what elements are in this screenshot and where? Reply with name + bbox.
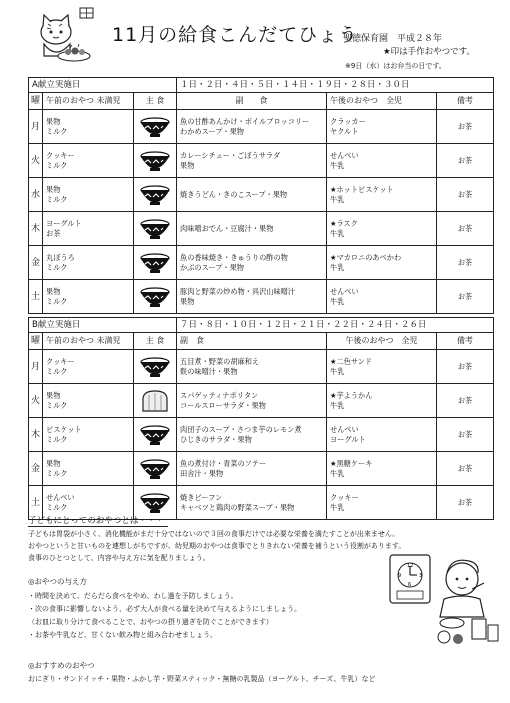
rice-bowl-icon [139, 286, 171, 308]
side-dish-cell-line: 五目煮・野菜の胡麻和え [180, 356, 260, 366]
am-snack-cell-line: 果物 [46, 286, 61, 296]
notes-cell: お茶 [437, 350, 494, 384]
col-header-am-snack: 午前のおやつ 未満児 [43, 333, 134, 350]
pm-snack-cell-line: 牛乳 [330, 468, 345, 478]
side-dish-cell [177, 384, 327, 418]
pm-snack-cell-line: ★マカロニのあべかわ [330, 252, 402, 262]
side-dish-cell [177, 178, 327, 212]
table-row [29, 452, 494, 486]
am-snack-cell [43, 144, 134, 178]
staple-cell [134, 212, 177, 246]
am-snack-cell-line: ミルク [46, 400, 68, 410]
table-b-label: B献立実施日 [29, 318, 177, 333]
clock-illustration [387, 553, 435, 608]
table-b-header-row [29, 318, 494, 333]
col-header-staple: 主 食 [134, 333, 177, 350]
side-dish-cell [177, 350, 327, 384]
day-cell: 土 [29, 486, 43, 520]
side-dish-cell-line: 麩の味噌汁・果物 [180, 366, 238, 376]
day-cell: 月 [29, 350, 43, 384]
side-dish-cell-line: 田舎汁・果物 [180, 468, 224, 478]
day-cell: 木 [29, 418, 43, 452]
notes-cell: お茶 [437, 452, 494, 486]
col-header-notes: 備考 [437, 93, 494, 110]
side-dish-cell-line: コールスローサラダ・果物 [180, 400, 266, 410]
am-snack-cell-line: ミルク [46, 468, 68, 478]
pm-snack-cell [327, 178, 437, 212]
staple-cell [134, 418, 177, 452]
pm-snack-cell-line: 牛乳 [330, 400, 345, 410]
pm-snack-cell-line: ★ホットビスケット [330, 184, 394, 194]
staple-cell [134, 178, 177, 212]
side-dish-cell-line: 焼きうどん・きのこスープ・果物 [180, 189, 288, 199]
table-row [29, 246, 494, 280]
pm-snack-cell [327, 110, 437, 144]
am-snack-cell-line: ミルク [46, 262, 68, 272]
svg-text:6: 6 [408, 582, 412, 588]
header [0, 0, 510, 78]
notes-cell: お茶 [437, 178, 494, 212]
am-snack-cell [43, 350, 134, 384]
am-snack-cell [43, 384, 134, 418]
pm-snack-cell-line: 牛乳 [330, 228, 345, 238]
staple-cell [134, 280, 177, 314]
staple-cell [134, 350, 177, 384]
table-a-dates: １日・２日・４日・５日・１４日・１９日・２８日・３０日 [177, 78, 494, 93]
how-to-give-title: ◎おやつの与え方 [28, 577, 88, 586]
side-dish-cell-line: カレーシチュー・ごぼうサラダ [180, 150, 281, 160]
page-title: 11月の給食こんだてひょう [112, 24, 359, 46]
pm-snack-cell-line: ★ラスク [330, 218, 358, 228]
am-snack-cell-line: ミルク [46, 296, 68, 306]
side-dish-cell [177, 418, 327, 452]
am-snack-cell-line: ミルク [46, 194, 68, 204]
day-cell: 金 [29, 452, 43, 486]
pm-snack-cell [327, 384, 437, 418]
day-cell: 金 [29, 246, 43, 280]
am-snack-cell [43, 212, 134, 246]
side-dish-cell [177, 246, 327, 280]
am-snack-cell-line: ミルク [46, 502, 68, 512]
pm-snack-cell [327, 452, 437, 486]
pm-snack-cell-line: せんべい [330, 424, 359, 434]
rice-bowl-icon [139, 150, 171, 172]
am-snack-cell-line: ビスケット [46, 424, 82, 434]
rice-bowl-icon [139, 424, 171, 446]
bread-loaf-icon [139, 389, 171, 413]
side-dish-cell [177, 280, 327, 314]
pm-snack-cell [327, 418, 437, 452]
am-snack-cell-line: 果物 [46, 116, 61, 126]
pm-snack-cell [327, 280, 437, 314]
pm-snack-cell-line: クッキー [330, 492, 359, 502]
rice-bowl-icon [139, 218, 171, 240]
table-a-label: A献立実施日 [29, 78, 177, 93]
side-dish-cell-line: 果物 [180, 160, 195, 170]
snack-info-title: 子どもにとってのおやつとは・・・ [28, 514, 168, 527]
pm-snack-cell-line: 牛乳 [330, 262, 345, 272]
side-dish-cell-line: 魚の香味焼き・きゅうりの酢の物 [180, 252, 288, 262]
staple-cell [134, 452, 177, 486]
rice-bowl-icon [139, 356, 171, 378]
side-dish-cell-line: 焼きビーフン [180, 492, 223, 502]
notes-cell: お茶 [437, 280, 494, 314]
rice-bowl-icon [139, 184, 171, 206]
am-snack-cell-line: ミルク [46, 126, 68, 136]
am-snack-cell [43, 178, 134, 212]
notes-cell: お茶 [437, 486, 494, 520]
pm-snack-cell [327, 212, 437, 246]
rice-bowl-icon [139, 252, 171, 274]
col-header-day: 曜 [29, 333, 43, 350]
staple-cell [134, 384, 177, 418]
how-to-give-line: ・お茶や牛乳など、甘くない飲み物と組み合わせましょう。 [28, 631, 217, 639]
day-cell: 土 [29, 280, 43, 314]
bento-day-note: ※9日（水）はお弁当の日です。 [345, 62, 446, 70]
am-snack-cell-line: 丸ぼうろ [46, 252, 75, 262]
pm-snack-cell-line: ★黒糖ケーキ [330, 458, 373, 468]
snack-info-line: 食事のひとつとして、内容や与え方に気を配りましょう。 [28, 554, 210, 562]
am-snack-cell-line: 果物 [46, 184, 61, 194]
pm-snack-cell-line: 牛乳 [330, 502, 345, 512]
am-snack-cell-line: 果物 [46, 458, 61, 468]
table-b-dates: ７日・８日・１０日・１２日・２１日・２２日・２４日・２６日 [177, 318, 494, 333]
pm-snack-cell-line: ★芋ようかん [330, 390, 373, 400]
rice-bowl-icon [139, 492, 171, 514]
table-a-header-row [29, 78, 494, 93]
snack-info-line: 子どもは胃袋が小さく、消化機能がまだ十分ではないので３回の食事だけでは必要な栄養を満たすことが出来ません。 [28, 530, 400, 538]
menu-table-b [28, 317, 494, 520]
table-a-column-headers [29, 93, 494, 110]
notes-cell: お茶 [437, 212, 494, 246]
side-dish-cell-line: ひじきのサラダ・果物 [180, 434, 252, 444]
svg-text:3: 3 [419, 573, 423, 579]
side-dish-cell-line: 肉味噌おでん・豆腐汁・果物 [180, 223, 274, 233]
cat-with-food-illustration [34, 6, 98, 66]
how-to-give-line: ・次の食事に影響しないよう、必ず大人が食べる量を決めて与えるようにしましょう。 [28, 605, 301, 613]
day-cell: 火 [29, 384, 43, 418]
am-snack-cell-line: 果物 [46, 390, 61, 400]
pm-snack-cell-line: 牛乳 [330, 194, 345, 204]
staple-cell [134, 246, 177, 280]
table-row [29, 178, 494, 212]
day-cell: 月 [29, 110, 43, 144]
pm-snack-cell [327, 144, 437, 178]
side-dish-cell-line: スパゲッティナポリタン [180, 390, 259, 400]
pm-snack-cell-line: ヤクルト [330, 126, 359, 136]
am-snack-cell-line: ヨーグルト [46, 218, 82, 228]
how-to-give-line: ・時間を決めて、だらだら食べをやめ、わし過を予防しましょう。 [28, 592, 238, 600]
am-snack-cell [43, 452, 134, 486]
col-header-pm-snack: 午後のおやつ 全児 [327, 93, 437, 110]
table-row [29, 144, 494, 178]
col-header-day: 曜 [29, 93, 43, 110]
col-header-side: 副 食 [177, 93, 327, 110]
svg-text:9: 9 [398, 573, 402, 579]
am-snack-cell [43, 110, 134, 144]
side-dish-cell [177, 212, 327, 246]
side-dish-cell-line: かぶのスープ・果物 [180, 262, 244, 272]
am-snack-cell-line: ミルク [46, 160, 68, 170]
notes-cell: お茶 [437, 110, 494, 144]
side-dish-cell-line: 豚肉と野菜の炒め物・具沢山味噌汁 [180, 286, 296, 296]
side-dish-cell [177, 452, 327, 486]
pm-snack-cell-line: 牛乳 [330, 296, 345, 306]
side-dish-cell-line: キャベツと鶏肉の野菜スープ・果物 [180, 502, 295, 512]
am-snack-cell [43, 246, 134, 280]
table-row [29, 212, 494, 246]
side-dish-cell-line: 肉団子のスープ・さつま芋のレモン煮 [180, 424, 302, 434]
day-cell: 水 [29, 178, 43, 212]
pm-snack-cell-line: せんべい [330, 286, 359, 296]
am-snack-cell [43, 418, 134, 452]
col-header-staple: 主 食 [134, 93, 177, 110]
menu-table-a [28, 77, 494, 314]
table-row [29, 110, 494, 144]
col-header-pm-snack: 午後のおやつ 全児 [327, 333, 437, 350]
rice-bowl-icon [139, 116, 171, 138]
how-to-give-line: （お皿に取り分けて食べることで、おやつの摂り過ぎを防ぐことができます） [28, 618, 273, 626]
staple-cell [134, 110, 177, 144]
recommended-snacks-title: ◎おすすめのおやつ [28, 661, 95, 670]
rice-bowl-icon [139, 458, 171, 480]
pm-snack-cell-line: ★二色サンド [330, 356, 373, 366]
table-row [29, 280, 494, 314]
pm-snack-cell-line: 牛乳 [330, 366, 345, 376]
side-dish-cell [177, 110, 327, 144]
table-row [29, 418, 494, 452]
am-snack-cell-line: ミルク [46, 434, 68, 444]
handmade-note: ★印は手作おやつです。 [383, 47, 475, 57]
staple-cell [134, 144, 177, 178]
side-dish-cell-line: わかめスープ・果物 [180, 126, 244, 136]
side-dish-cell-line: 果物 [180, 296, 195, 306]
col-header-notes: 備考 [437, 333, 494, 350]
pm-snack-cell [327, 350, 437, 384]
am-snack-cell-line: ミルク [46, 366, 68, 376]
svg-text:12: 12 [407, 563, 414, 569]
col-header-side: 副 食 [177, 333, 327, 350]
day-cell: 木 [29, 212, 43, 246]
school-and-year: 聖徳保育園 平成２８年 [343, 34, 443, 44]
pm-snack-cell-line: せんべい [330, 150, 359, 160]
day-cell: 火 [29, 144, 43, 178]
snack-info-line: おやつというと甘いものを連想しがちですが、幼児期のおやつは食事でとりきれない栄養を補うという役割があります。 [28, 542, 406, 550]
pm-snack-cell [327, 246, 437, 280]
notes-cell: お茶 [437, 384, 494, 418]
notes-cell: お茶 [437, 246, 494, 280]
notes-cell: お茶 [437, 144, 494, 178]
pm-snack-cell-line: 牛乳 [330, 160, 345, 170]
table-row [29, 384, 494, 418]
am-snack-cell [43, 280, 134, 314]
side-dish-cell-line: 魚の煮付け・青菜のソテー [180, 458, 267, 468]
side-dish-cell [177, 144, 327, 178]
am-snack-cell-line: お茶 [46, 228, 61, 238]
recommended-snacks-line: おにぎり・サンドイッチ・果物・ふかし芋・野菜スティック・無糖の乳製品（ヨーグルト、チーズ、牛乳）など [28, 675, 376, 683]
table-row [29, 350, 494, 384]
am-snack-cell-line: クッキー [46, 150, 75, 160]
pm-snack-cell-line: ヨーグルト [330, 434, 366, 444]
notes-cell: お茶 [437, 418, 494, 452]
side-dish-cell-line: 魚の甘酢あんかけ・ボイルブロッコリー [180, 116, 310, 126]
am-snack-cell-line: せんべい [46, 492, 75, 502]
table-b-column-headers [29, 333, 494, 350]
col-header-am-snack: 午前のおやつ 未満児 [43, 93, 134, 110]
am-snack-cell-line: クッキー [46, 356, 75, 366]
pm-snack-cell-line: クラッカー [330, 116, 366, 126]
child-eating-illustration [432, 551, 500, 649]
